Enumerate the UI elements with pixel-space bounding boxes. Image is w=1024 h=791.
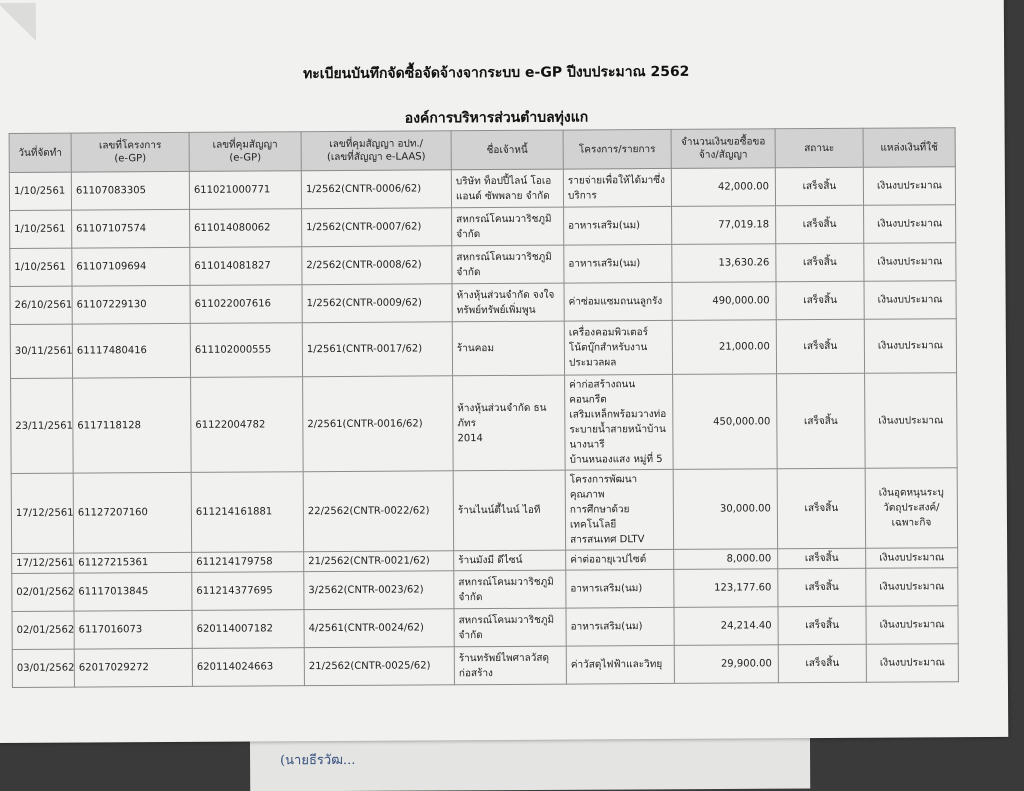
cell-amount: 450,000.00 [673, 374, 778, 470]
cell-status: เสร็จสิ้น [778, 644, 866, 683]
cell-item: อาหารเสริม(นม) [566, 569, 674, 608]
cell-creditor: สหกรณ์โคนมวาริชภูมิ จำกัด [452, 207, 564, 246]
cell-project-no: 61117480416 [72, 323, 190, 378]
cell-creditor: สหกรณ์โคนมวาริชภูมิ จำกัด [454, 570, 566, 609]
cell-project-no: 62017029272 [74, 648, 192, 687]
header-control-no: เลขที่คุมสัญญา (e-GP) [189, 132, 301, 172]
cell-status: เสร็จสิ้น [776, 205, 864, 244]
cell-control-no: 611014080062 [190, 209, 302, 248]
procurement-table [9, 127, 959, 688]
cell-status: เสร็จสิ้น [776, 281, 864, 320]
cell-control-no: 611214161881 [191, 472, 303, 553]
table-body [9, 167, 958, 688]
folded-corner [0, 3, 36, 41]
cell-date: 26/10/2561 [10, 286, 72, 324]
cell-control-no: 611021000771 [189, 171, 301, 210]
cell-laas-no: 2/2561(CNTR-0016/62) [303, 376, 454, 472]
cell-item: ค่าต่ออายุเวปไซต์ [566, 549, 674, 570]
cell-project-no: 61117013845 [74, 572, 192, 611]
cell-status: เสร็จสิ้น [776, 319, 864, 374]
cell-fund: เงินงบประมาณ [865, 373, 958, 469]
cell-creditor: ร้านมังมี ดีไซน์ [454, 550, 566, 571]
cell-laas-no: 22/2562(CNTR-0022/62) [303, 471, 453, 552]
cell-status: เสร็จสิ้น [777, 468, 865, 549]
cell-date: 03/01/2562 [12, 649, 74, 687]
cell-laas-no: 1/2562(CNTR-0006/62) [301, 170, 451, 209]
header-item: โครงการ/รายการ [563, 129, 671, 169]
cell-date: 1/10/2561 [10, 210, 72, 248]
cell-fund: เงินงบประมาณ [864, 243, 956, 282]
cell-project-no: 61127215361 [74, 552, 192, 573]
cell-item: อาหารเสริม(นม) [564, 206, 672, 245]
cell-status: เสร็จสิ้น [778, 548, 866, 569]
cell-fund: เงินงบประมาณ [864, 205, 956, 244]
cell-laas-no: 2/2562(CNTR-0008/62) [302, 246, 452, 285]
cell-control-no: 620114007182 [192, 610, 304, 649]
table-row [9, 167, 955, 211]
cell-status: เสร็จสิ้น [775, 167, 863, 206]
cell-creditor: สหกรณ์โคนมวาริชภูมิ จำกัด [454, 608, 566, 647]
table-row [11, 373, 958, 474]
cell-control-no: 611022007616 [190, 285, 302, 324]
cell-creditor: ร้านไนน์ตี้ไนน์ ไอที [453, 470, 565, 551]
cell-date: 02/01/2562 [12, 573, 74, 611]
cell-fund: เงินงบประมาณ [866, 644, 958, 683]
cell-amount: 21,000.00 [672, 320, 776, 375]
cell-creditor: บริษัท ท็อปปี้ไลน์ โอเอ แอนด์ ซัพพลาย จำกัด [451, 169, 563, 208]
cell-date: 17/12/2561 [11, 473, 73, 553]
cell-creditor: ห้างหุ้นส่วนจำกัด จงใจ ทรัพย์ทรัพย์เพิ่มพูน [452, 283, 564, 322]
header-project-no: เลขที่โครงการ (e-GP) [71, 132, 189, 172]
cell-date: 23/11/2561 [11, 378, 74, 473]
cell-laas-no: 4/2561(CNTR-0024/62) [304, 609, 454, 648]
cell-fund: เงินงบประมาณ [866, 548, 958, 569]
cell-laas-no: 1/2562(CNTR-0009/62) [302, 284, 452, 323]
cell-date: 1/10/2561 [10, 248, 72, 286]
cell-amount: 8,000.00 [674, 549, 778, 570]
cell-control-no: 611014081827 [190, 247, 302, 286]
cell-project-no: 6117016073 [74, 610, 192, 649]
cell-creditor: ห้างหุ้นส่วนจำกัด ธนภัทร 2014 [453, 375, 566, 471]
cell-control-no: 611214377695 [192, 572, 304, 611]
organization-name: องค์การบริหารส่วนตำบลทุ่งแก [404, 109, 589, 127]
cell-amount: 13,630.26 [672, 244, 776, 283]
cell-item: ค่าซ่อมแซมถนนลูกรัง [564, 282, 672, 321]
header-laas-no: เลขที่คุมสัญญา อปท./ (เลขที่สัญญา e-LAAS) [301, 131, 451, 171]
header-status: สถานะ [775, 128, 863, 168]
cell-control-no: 611214179758 [192, 552, 304, 573]
cell-project-no: 61107083305 [71, 171, 189, 210]
cell-status: เสร็จสิ้น [778, 568, 866, 607]
cell-control-no: 620114024663 [192, 648, 304, 687]
header-creditor: ชื่อเจ้าหนี้ [451, 130, 563, 170]
cell-laas-no: 3/2562(CNTR-0023/62) [304, 571, 454, 610]
cell-amount: 30,000.00 [673, 469, 777, 550]
table-row [12, 606, 958, 650]
cell-amount: 29,900.00 [674, 645, 778, 684]
table-row [10, 205, 956, 249]
cell-status: เสร็จสิ้น [778, 606, 866, 645]
cell-date: 02/01/2562 [12, 611, 74, 649]
cell-laas-no: 21/2562(CNTR-0025/62) [304, 647, 454, 686]
cell-status: เสร็จสิ้น [776, 243, 864, 282]
cell-creditor: ร้านคอม [452, 321, 564, 376]
cell-item: รายจ่ายเพื่อให้ได้มาซึ่ง บริการ [563, 168, 671, 207]
cell-date: 30/11/2561 [10, 324, 72, 378]
header-amount: จำนวนเงินขอซื้อขอ จ้าง/สัญญา [671, 129, 775, 169]
cell-project-no: 61127207160 [73, 472, 191, 553]
cell-date: 17/12/2561 [12, 553, 74, 573]
header-row [9, 128, 955, 173]
cell-fund: เงินงบประมาณ [864, 281, 956, 320]
cell-fund: เงินงบประมาณ [864, 319, 956, 374]
cell-date: 1/10/2561 [9, 172, 71, 210]
cell-item: ค่าก่อสร้างถนนคอนกรีต เสริมเหล็กพร้อมวางท่อ ระบายน้ำสายหน้าบ้าน นางนารี บ้านหนองแสง หมู่ที่ 5 [565, 374, 674, 470]
table-row [12, 568, 958, 612]
cell-item: โครงการพัฒนาคุณภาพ การศึกษาด้วยเทคโนโลยี สารสนเทศ DLTV [565, 469, 673, 550]
cell-laas-no: 1/2561(CNTR-0017/62) [302, 322, 452, 377]
cell-fund: เงินงบประมาณ [866, 606, 958, 645]
cell-creditor: สหกรณ์โคนมวาริชภูมิ จำกัด [452, 245, 564, 284]
table-row [10, 281, 956, 325]
header-fund: แหล่งเงินที่ใช้ [863, 128, 955, 168]
cell-project-no: 61107109694 [72, 247, 190, 286]
cell-item: อาหารเสริม(นม) [566, 607, 674, 646]
cell-fund: เงินงบประมาณ [863, 167, 955, 206]
table-row [10, 319, 956, 379]
cell-item: เครื่องคอมพิวเตอร์ โน้ตบุ๊กสำหรับงาน ประมวลผล [564, 320, 672, 375]
cell-amount: 490,000.00 [672, 282, 776, 321]
cell-control-no: 611102000555 [190, 323, 302, 378]
cell-project-no: 61107229130 [72, 285, 190, 324]
cell-laas-no: 21/2562(CNTR-0021/62) [304, 551, 454, 572]
cell-amount: 24,214.40 [674, 607, 778, 646]
cell-amount: 42,000.00 [671, 168, 775, 207]
cell-project-no: 61107107574 [72, 209, 190, 248]
cell-status: เสร็จสิ้น [777, 373, 866, 469]
table-row [12, 644, 958, 688]
table-row [11, 468, 957, 554]
cell-fund: เงินอุดหนุนระบุ วัตถุประสงค์/เฉพาะกิจ [865, 468, 957, 549]
signature-text: (นายธีรวัฒ... [280, 752, 356, 769]
cell-amount: 123,177.60 [674, 569, 778, 608]
cell-project-no: 6117118128 [73, 377, 192, 473]
document-title: ทะเบียนบันทึกจัดซื้อจัดจ้างจากระบบ e-GP ปีงบประมาณ 2562 [302, 63, 690, 83]
cell-creditor: ร้านทรัพย์ไพศาลวัสดุ ก่อสร้าง [454, 646, 566, 685]
cell-fund: เงินงบประมาณ [866, 568, 958, 607]
cell-item: ค่าวัสดุไฟฟ้าและวิทยุ [566, 645, 674, 684]
table-row [10, 243, 956, 287]
cell-item: อาหารเสริม(นม) [564, 244, 672, 283]
cell-laas-no: 1/2562(CNTR-0007/62) [302, 208, 452, 247]
header-date: วันที่จัดทำ [9, 133, 71, 172]
cell-control-no: 61122004782 [191, 377, 304, 473]
cell-amount: 77,019.18 [672, 206, 776, 245]
